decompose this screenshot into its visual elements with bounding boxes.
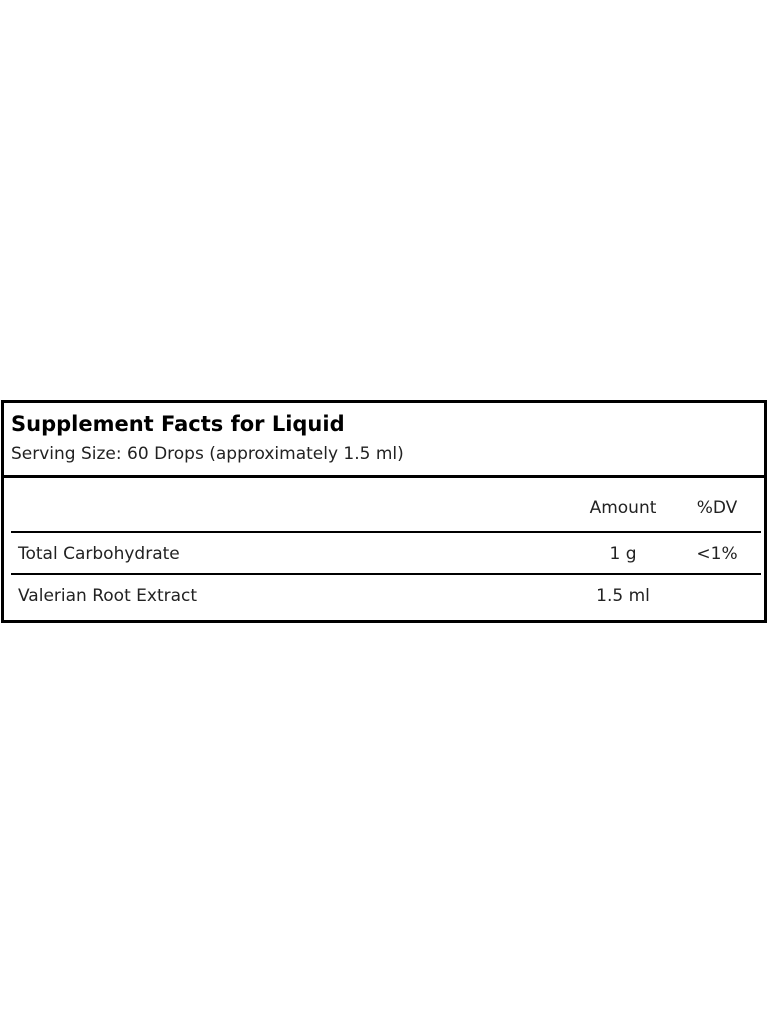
column-header-row (11, 486, 761, 528)
serving-size-label: Serving Size: (11, 444, 122, 464)
nutrient-name: Valerian Root Extract (18, 586, 198, 606)
facts-title: Supplement Facts for Liquid (11, 412, 345, 436)
supplement-facts-panel (1, 400, 767, 623)
nutrient-amount: 1 g (609, 544, 637, 564)
nutrient-dv: <1% (696, 544, 738, 564)
table-row (11, 573, 761, 618)
facts-header (4, 403, 764, 478)
serving-size-value: 60 Drops (approximately 1.5 ml) (127, 444, 404, 464)
nutrient-name: Total Carbohydrate (18, 544, 180, 564)
serving-size (11, 444, 404, 464)
table-row (11, 531, 761, 576)
amount-column-header: Amount (589, 498, 657, 518)
dv-column-header: %DV (696, 498, 738, 518)
nutrient-amount: 1.5 ml (596, 586, 650, 606)
